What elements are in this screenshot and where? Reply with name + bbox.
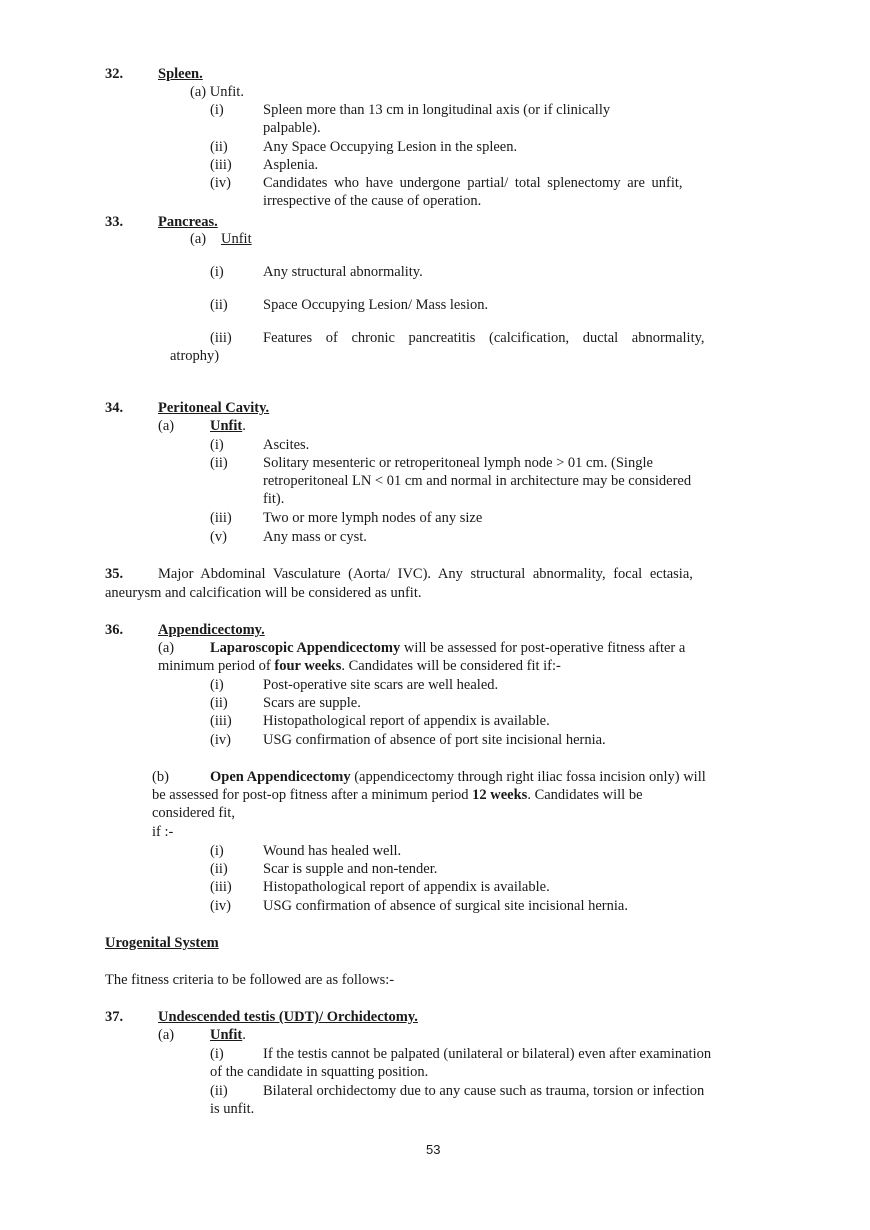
- item-text: If the testis cannot be palpated (unilateral or bilateral) even after examination: [263, 1046, 712, 1062]
- item-number: (i): [210, 437, 224, 453]
- section-33-unfit: Unfit: [221, 231, 252, 247]
- item-text: Histopathological report of appendix is available.: [263, 879, 550, 895]
- section-36-number: 36.: [105, 622, 124, 638]
- section-36-a-rest: will be assessed for post-operative fitness after a: [400, 640, 686, 656]
- item-number: (iii): [210, 879, 232, 895]
- item-number: (ii): [210, 1083, 228, 1099]
- section-37-number: 37.: [105, 1009, 124, 1025]
- urogenital-intro: The fitness criteria to be followed are as follows:-: [105, 972, 395, 988]
- item-text: Features of chronic pancreatitis (calcification, ductal abnormality,: [263, 330, 705, 346]
- section-35-text: Major Abdominal Vasculature (Aorta/ IVC). Any structural abnormality, focal ectasia,: [158, 566, 693, 582]
- item-text: Any Space Occupying Lesion in the spleen.: [263, 139, 518, 155]
- item-text: atrophy): [170, 348, 220, 364]
- item-number: (ii): [210, 695, 228, 711]
- item-text: Solitary mesenteric or retroperitoneal lymph node > 01 cm. (Single: [263, 455, 653, 471]
- four-weeks-bold: four weeks: [274, 658, 342, 674]
- section-37-unfit: Unfit: [210, 1027, 243, 1043]
- section-36-title: Appendicectomy.: [158, 622, 265, 638]
- item-text: palpable).: [263, 120, 321, 136]
- item-number: (ii): [210, 297, 228, 313]
- section-34-unfit-dot: .: [242, 418, 246, 434]
- item-text: Any structural abnormality.: [263, 264, 423, 280]
- item-text: of the candidate in squatting position.: [210, 1064, 429, 1080]
- section-36-b-line2: [152, 787, 643, 804]
- item-number: (iv): [210, 898, 231, 914]
- item-text: irrespective of the cause of operation.: [263, 193, 482, 209]
- section-34-number: 34.: [105, 400, 124, 416]
- section-32-title: Spleen.: [158, 66, 203, 82]
- item-text: Bilateral orchidectomy due to any cause such as trauma, torsion or infection: [263, 1083, 705, 1099]
- item-number: (i): [210, 843, 224, 859]
- item-text: USG confirmation of absence of port site incisional hernia.: [263, 732, 606, 748]
- item-text: Histopathological report of appendix is available.: [263, 713, 550, 729]
- section-36-a-label: (a): [158, 640, 175, 656]
- section-33-number: 33.: [105, 214, 124, 230]
- item-text: fit).: [263, 491, 285, 507]
- item-text: Wound has healed well.: [263, 843, 402, 859]
- open-appendicectomy-bold: Open Appendicectomy: [210, 769, 351, 785]
- item-text: Candidates who have undergone partial/ total splenectomy are unfit,: [263, 175, 683, 191]
- section-32-sub: (a) Unfit.: [190, 84, 244, 100]
- item-number: (i): [210, 677, 224, 693]
- item-number: (iv): [210, 175, 231, 191]
- item-number: (ii): [210, 455, 228, 471]
- section-37-title: Undescended testis (UDT)/ Orchidectomy.: [158, 1009, 418, 1025]
- urogenital-heading: Urogenital System: [105, 935, 219, 951]
- text-span: (appendicectomy through right iliac fossa incision only) will: [350, 769, 706, 785]
- item-text: USG confirmation of absence of surgical site incisional hernia.: [263, 898, 628, 914]
- item-number: (ii): [210, 861, 228, 877]
- item-number: (iv): [210, 732, 231, 748]
- text-span: . Candidates will be considered fit if:-: [341, 658, 561, 674]
- twelve-weeks-bold: 12 weeks: [472, 787, 528, 803]
- section-35-text: aneurysm and calcification will be considered as unfit.: [105, 585, 422, 601]
- page-number: 53: [426, 1142, 441, 1157]
- text-span: . Candidates will be: [527, 787, 643, 803]
- section-36-a-line1: [210, 640, 685, 657]
- item-text: Scars are supple.: [263, 695, 361, 711]
- item-text: Post-operative site scars are well healed.: [263, 677, 499, 693]
- text-span: be assessed for post-op fitness after a minimum period: [152, 787, 473, 803]
- section-34-unfit: Unfit: [210, 418, 243, 434]
- item-number: (i): [210, 1046, 224, 1062]
- item-text: Two or more lymph nodes of any size: [263, 510, 483, 526]
- item-number: (i): [210, 102, 224, 118]
- item-number: (iii): [210, 510, 232, 526]
- item-number: (iii): [210, 157, 232, 173]
- item-text: Asplenia.: [263, 157, 319, 173]
- section-37-unfit-dot: .: [242, 1027, 246, 1043]
- item-number: (ii): [210, 139, 228, 155]
- section-37-sub-label: (a): [158, 1027, 175, 1043]
- item-text: Spleen more than 13 cm in longitudinal axis (or if clinically: [263, 102, 611, 118]
- section-34-title: Peritoneal Cavity.: [158, 400, 270, 416]
- item-text: Ascites.: [263, 437, 310, 453]
- section-34-sub-label: (a): [158, 418, 175, 434]
- text-span: minimum period of: [158, 658, 275, 674]
- section-36-b-label: (b): [152, 769, 169, 785]
- section-36-b-line3: considered fit,: [152, 805, 235, 821]
- item-text: is unfit.: [210, 1101, 255, 1117]
- laparoscopic-bold: Laparoscopic Appendicectomy: [210, 640, 401, 656]
- item-text: Any mass or cyst.: [263, 529, 367, 545]
- item-number: (iii): [210, 330, 232, 346]
- section-35-number: 35.: [105, 566, 124, 582]
- section-36-b-line4: if :-: [152, 824, 174, 840]
- section-33-sub-label: (a): [190, 231, 207, 247]
- item-text: retroperitoneal LN < 01 cm and normal in architecture may be considered: [263, 473, 692, 489]
- item-number: (i): [210, 264, 224, 280]
- item-number: (iii): [210, 713, 232, 729]
- section-33-title: Pancreas.: [158, 214, 218, 230]
- item-text: Space Occupying Lesion/ Mass lesion.: [263, 297, 489, 313]
- item-number: (v): [210, 529, 227, 545]
- section-36-a-line2: [158, 658, 561, 675]
- item-text: Scar is supple and non-tender.: [263, 861, 438, 877]
- section-32-number: 32.: [105, 66, 124, 82]
- section-36-b-line1: [210, 769, 706, 786]
